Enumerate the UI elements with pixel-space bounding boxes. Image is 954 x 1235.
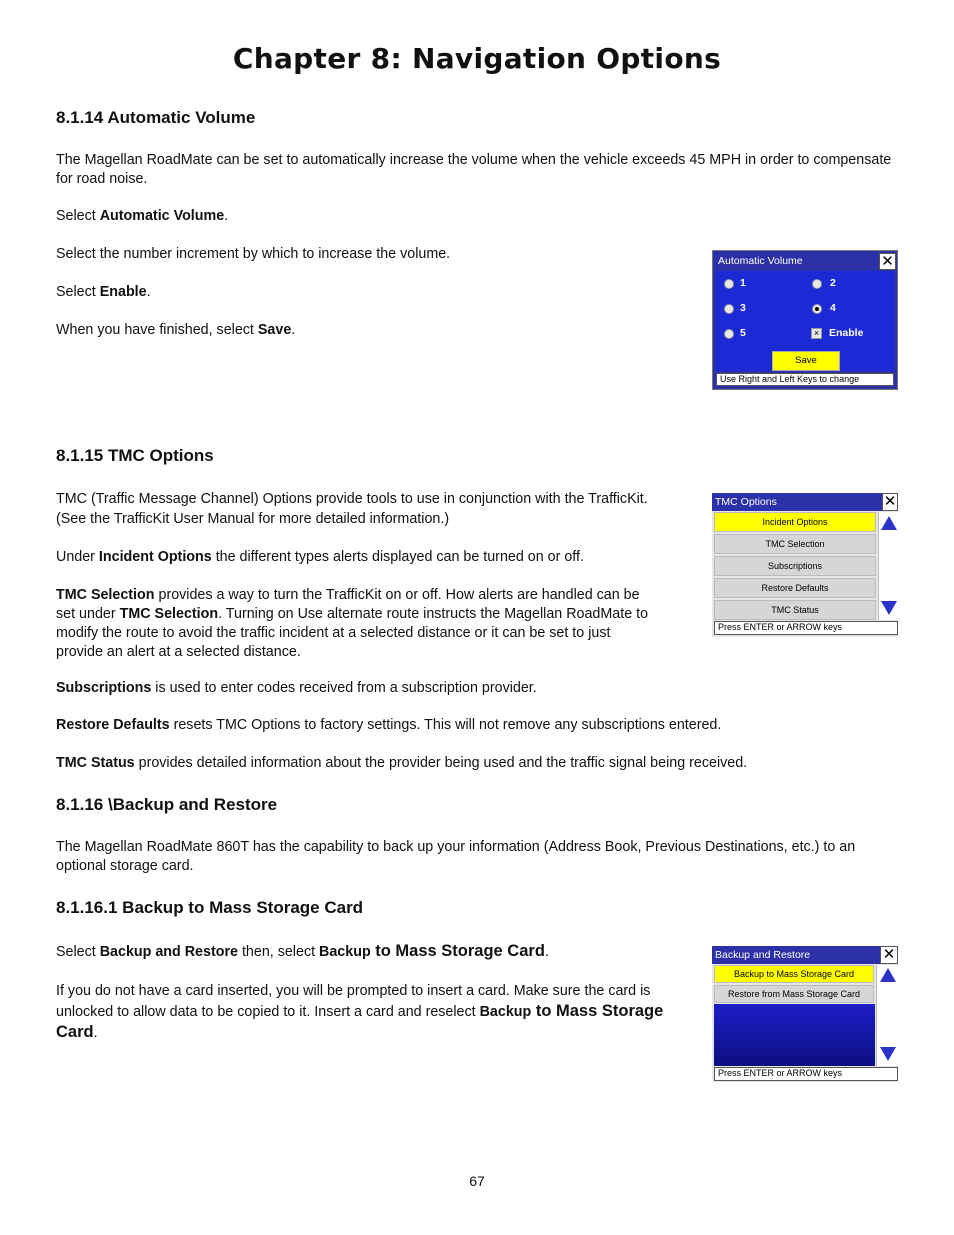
paragraph: Under Incident Options the different types alerts displayed can be turned on or off. — [56, 549, 584, 565]
arrow-down-icon[interactable] — [881, 601, 897, 615]
screen-title: Automatic Volume — [718, 255, 803, 267]
paragraph: provide an alert at a selected distance. — [56, 644, 301, 660]
paragraph: When you have finished, select Save. — [56, 322, 296, 338]
radio-option-1[interactable] — [724, 279, 734, 289]
menu-item-restore-from-card[interactable]: Restore from Mass Storage Card — [714, 985, 874, 1003]
close-icon[interactable]: ✕ — [879, 253, 896, 270]
paragraph: Select Enable. — [56, 284, 151, 300]
status-bar: Press ENTER or ARROW keys — [714, 1067, 898, 1081]
enable-checkbox[interactable]: × — [811, 328, 822, 339]
radio-label: 1 — [740, 277, 746, 289]
paragraph: TMC (Traffic Message Channel) Options provide tools to use in conjunction with the TrafficKit. — [56, 491, 648, 507]
menu-item-tmc-selection[interactable]: TMC Selection — [714, 534, 876, 554]
arrow-up-icon[interactable] — [881, 516, 897, 530]
menu-item-restore-defaults[interactable]: Restore Defaults — [714, 578, 876, 598]
radio-option-3[interactable] — [724, 304, 734, 314]
radio-option-4[interactable] — [812, 304, 822, 314]
status-bar: Use Right and Left Keys to change — [716, 373, 894, 386]
screen-title: Backup and Restore — [712, 946, 880, 964]
paragraph: Subscriptions is used to enter codes received from a subscription provider. — [56, 680, 537, 696]
status-bar: Press ENTER or ARROW keys — [714, 621, 898, 635]
section-heading-backup-restore: 8.1.16 \Backup and Restore — [56, 795, 278, 814]
paragraph: set under TMC Selection. Turning on Use alternate route instructs the Magellan RoadMate to — [56, 606, 649, 622]
arrow-down-icon[interactable] — [880, 1047, 896, 1061]
paragraph: (See the TrafficKit User Manual for more detailed information.) — [56, 511, 450, 527]
section-heading-tmc-options: 8.1.15 TMC Options — [56, 446, 214, 465]
save-button[interactable]: Save — [772, 351, 840, 371]
radio-label: 4 — [830, 302, 836, 314]
paragraph: If you do not have a card inserted, you will be prompted to insert a card. Make sure the card is — [56, 983, 651, 999]
enable-label: Enable — [829, 327, 864, 339]
menu-item-tmc-status[interactable]: TMC Status — [714, 600, 876, 620]
paragraph: The Magellan RoadMate can be set to automatically increase the volume when the vehicle exceeds 45 MPH in order to compensate for road noise. — [56, 152, 892, 187]
screen-title: TMC Options — [712, 493, 882, 511]
paragraph: Select Backup and Restore then, select Backup to Mass Storage Card. — [56, 942, 549, 960]
radio-label: 3 — [740, 302, 746, 314]
radio-label: 2 — [830, 277, 836, 289]
close-icon[interactable]: ✕ — [880, 946, 898, 964]
paragraph: unlocked to allow data to be copied to it. Insert a card and reselect Backup to Mass Storage — [56, 1002, 664, 1020]
radio-option-5[interactable] — [724, 329, 734, 339]
scrollbar[interactable] — [876, 965, 899, 1066]
scrollbar[interactable] — [878, 512, 899, 620]
paragraph: Select Automatic Volume. — [56, 208, 229, 224]
tmc-options-screenshot — [712, 493, 898, 637]
paragraph: Select the number increment by which to increase the volume. — [56, 246, 451, 262]
section-heading-backup-mass-storage: 8.1.16.1 Backup to Mass Storage Card — [56, 898, 364, 917]
section-heading-automatic-volume: 8.1.14 Automatic Volume — [56, 108, 256, 127]
paragraph: TMC Status provides detailed information about the provider being used and the traffic signal being received. — [56, 755, 748, 771]
backup-restore-screenshot — [712, 946, 898, 1082]
empty-list-area — [714, 1004, 875, 1066]
radio-label: 5 — [740, 327, 746, 339]
paragraph: modify the route to avoid the traffic incident at a selected distance or it can be set to just — [56, 625, 611, 641]
paragraph: Card. — [56, 1023, 98, 1041]
chapter-title: Chapter 8: Navigation Options — [232, 42, 722, 75]
page-number: 67 — [469, 1173, 485, 1189]
automatic-volume-screenshot — [712, 250, 898, 390]
paragraph: TMC Selection provides a way to turn the TrafficKit on or off. How alerts are handled can be — [56, 587, 640, 603]
menu-item-subscriptions[interactable]: Subscriptions — [714, 556, 876, 576]
radio-option-2[interactable] — [812, 279, 822, 289]
arrow-up-icon[interactable] — [880, 968, 896, 982]
menu-item-backup-to-card[interactable]: Backup to Mass Storage Card — [714, 965, 874, 983]
close-icon[interactable]: ✕ — [883, 493, 897, 510]
paragraph: The Magellan RoadMate 860T has the capability to back up your information (Address Book, Previous Destinations, etc.) to an optional storage card. — [56, 839, 856, 874]
menu-item-incident-options[interactable]: Incident Options — [714, 512, 876, 532]
options-panel — [716, 271, 894, 371]
paragraph: Restore Defaults resets TMC Options to factory settings. This will not remove any subscriptions entered. — [56, 717, 722, 733]
